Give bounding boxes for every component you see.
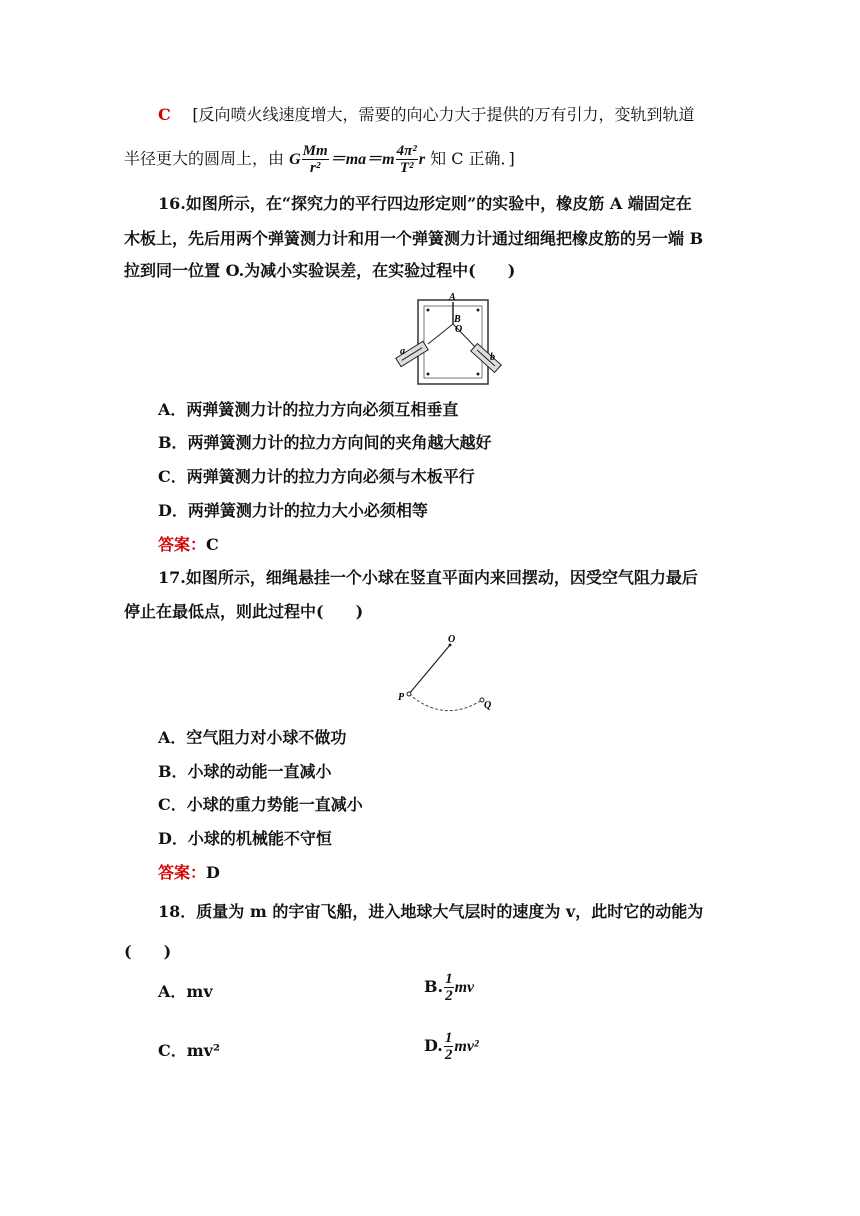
q18-option-a: A．mv (158, 982, 213, 1001)
q18-option-b: B. $\frac{1}{2}$ mv (424, 971, 475, 1004)
formula-frac1: $\frac{Mm}{\text{r²}}$ (302, 143, 328, 176)
swing-arc (409, 694, 482, 711)
q17-option-a: A．空气阻力对小球不做功 (158, 728, 347, 747)
q17-line1: 17.如图所示，细绳悬挂一个小球在竖直平面内来回摆动，因受空气阻力最后 (158, 568, 698, 587)
prev-answer-text: [反向喷火线速度增大，需要的向心力大于提供的万有引力，变轨到轨道 (192, 105, 695, 124)
q16-figure (388, 292, 508, 388)
string-left (428, 324, 453, 344)
formula-g: G (289, 151, 301, 168)
q17-answer-value: D (206, 863, 220, 882)
spring-scale-b (471, 344, 501, 373)
q16-option-b: B．两弹簧测力计的拉力方向间的夹角越大越好 (158, 433, 492, 452)
prev-answer-tail: 知 C 正确．] (430, 149, 515, 168)
label-A: A (449, 292, 456, 303)
label-O: O (448, 634, 456, 645)
q18-line2: ( ) (124, 942, 172, 961)
prev-answer-line2 (124, 143, 515, 176)
q17-option-c: C．小球的重力势能一直减小 (158, 795, 363, 814)
q16-line2: 木板上，先后用两个弹簧测力计和用一个弹簧测力计通过细绳把橡皮筋的另一端 B (124, 229, 704, 248)
label-B: B (454, 314, 461, 325)
q16-line1: 16.如图所示，在“探究力的平行四边形定则”的实验中，橡皮筋 A 端固定在 (158, 194, 692, 213)
q18-line1: 18．质量为 m 的宇宙飞船，进入地球大气层时的速度为 v，此时它的动能为 (158, 902, 704, 921)
label-Q: Q (484, 700, 492, 711)
prev-answer-letter: C (158, 105, 171, 124)
formula-frac2: $\frac{\text{4π²}}{\text{T²}}$ (396, 143, 417, 176)
q16-option-a: A．两弹簧测力计的拉力方向必须互相垂直 (158, 400, 459, 419)
q17-option-b: B．小球的动能一直减小 (158, 762, 332, 781)
q16-answer (158, 534, 219, 556)
q16-option-d: D．两弹簧测力计的拉力大小必须相等 (158, 501, 428, 520)
formula-r: r (418, 151, 426, 168)
formula-eq: ＝ma＝m (329, 151, 395, 168)
q17-option-d: D．小球的机械能不守恒 (158, 829, 332, 848)
prev-answer-line1 (158, 104, 695, 126)
q16-line3: 拉到同一位置 O.为减小实验误差，在实验过程中( ) (124, 261, 516, 280)
q16-option-c: C．两弹簧测力计的拉力方向必须与木板平行 (158, 467, 475, 486)
label-a: a (400, 346, 405, 357)
q17-answer (158, 862, 220, 884)
q18-option-d: D. $\frac{1}{2}$ mv² (424, 1030, 479, 1063)
q17-line2: 停止在最低点，则此过程中( ) (124, 602, 364, 621)
q18-option-c: C．mv² (158, 1041, 220, 1060)
pendulum-string (409, 645, 450, 694)
q17-answer-label: 答案： (158, 863, 207, 882)
q18-d-frac: $\frac{1}{2}$ (444, 1030, 453, 1063)
q17-figure (392, 630, 502, 716)
q16-answer-label: 答案： (158, 535, 207, 554)
q18-b-frac: $\frac{1}{2}$ (445, 971, 453, 1004)
label-P: P (398, 692, 405, 703)
label-O: O (455, 324, 463, 335)
q16-answer-value: C (206, 535, 219, 554)
prev-answer-text2: 半径更大的圆周上，由 (124, 149, 285, 168)
label-b: b (490, 352, 495, 363)
